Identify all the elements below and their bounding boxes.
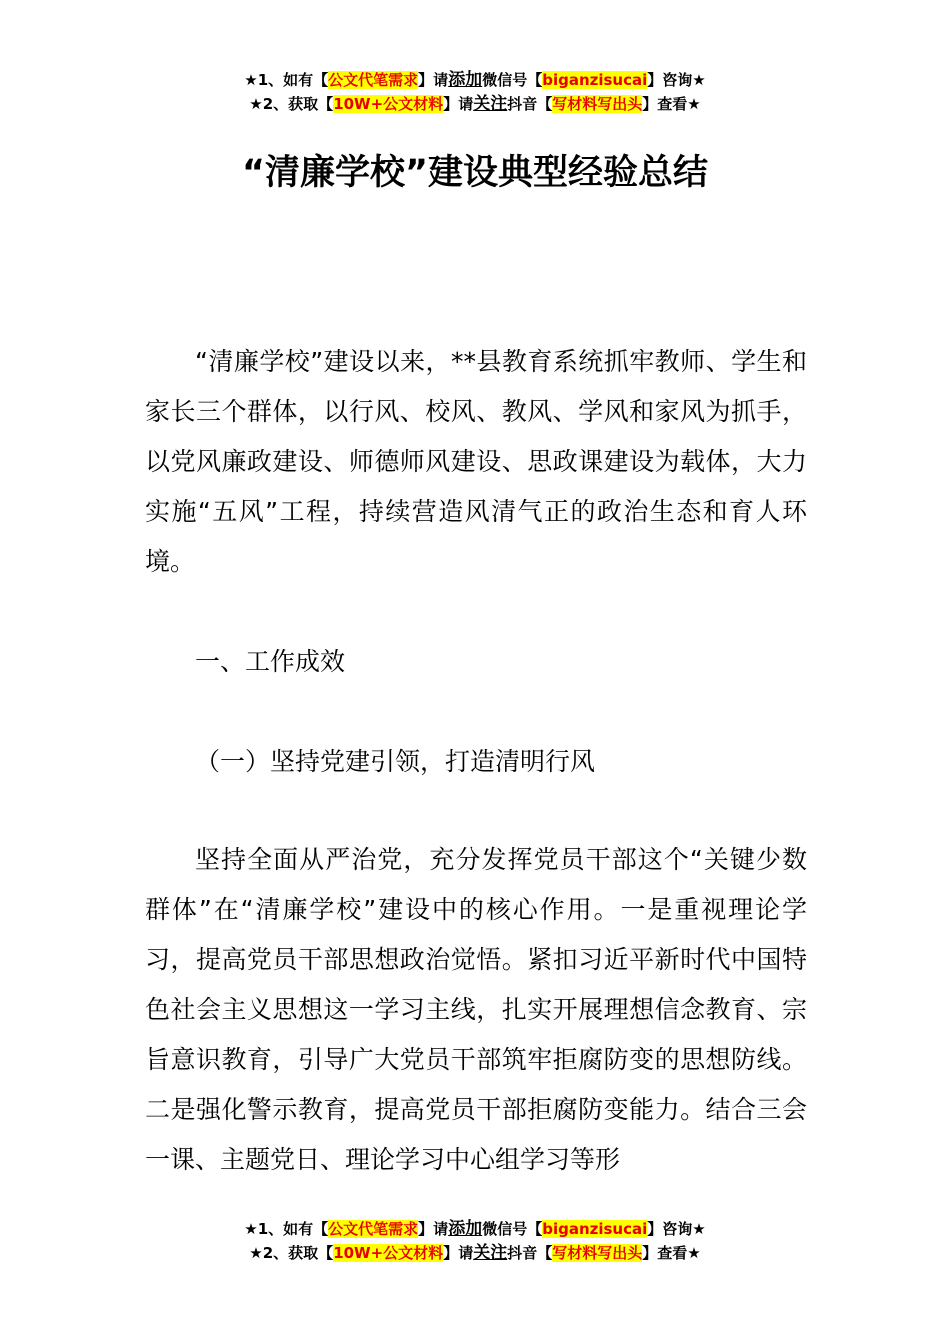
banner-text: 】请 xyxy=(418,71,449,89)
banner-highlight-douyin: 写材料写出头 xyxy=(552,1244,643,1262)
banner-highlight-service: 公文代笔需求 xyxy=(328,71,419,89)
banner-text: 】查看★ xyxy=(642,1244,701,1262)
banner-line-1 xyxy=(0,68,950,92)
banner-text: ★2、获取【 xyxy=(249,1244,334,1262)
subsection-heading: （一）坚持党建引领，打造清明行风 xyxy=(195,747,596,776)
banner-text: 微信号【 xyxy=(482,71,543,89)
body-paragraph: 坚持全面从严治党，充分发挥党员干部这个“关键少数群体”在“清廉学校”建设中的核心作用。一是重视理论学习，提高党员干部思想政治觉悟。紧扣习近平新时代中国特色社会主义思想这一学习主线，扎实开展理想信念教育、宗旨意识教育，引导广大党员干部筑牢拒腐防变的思想防线。二是强化警示教育，提高党员干部拒腐防变能力。结合三会一课、主题党日、理论学习中心组学习等形 xyxy=(145,845,807,1174)
banner-highlight-service: 公文代笔需求 xyxy=(328,1220,419,1238)
banner-text: 】请 xyxy=(418,1220,449,1238)
intro-paragraph: “清廉学校”建设以来，**县教育系统抓牢教师、学生和家长三个群体，以行风、校风、教风、学风和家风为抓手，以党风廉政建设、师德师风建设、思政课建设为载体，大力实施“五风”工程，持续营造风清气正的政治生态和育人环境。 xyxy=(145,347,807,576)
banner-emphasis: 添加 xyxy=(448,1219,483,1239)
banner-highlight-wechat: biganzisucai xyxy=(542,1220,648,1238)
banner-highlight-materials: 10W+公文材料 xyxy=(333,95,444,113)
banner-highlight-materials: 10W+公文材料 xyxy=(333,1244,444,1262)
banner-emphasis: 关注 xyxy=(473,1243,508,1263)
banner-text: 】请 xyxy=(443,1244,474,1262)
banner-emphasis: 关注 xyxy=(473,94,508,114)
banner-text: ★1、如有【 xyxy=(244,71,329,89)
banner-text: 微信号【 xyxy=(482,1220,543,1238)
header-banner xyxy=(0,68,950,116)
document-title: “清廉学校”建设典型经验总结 xyxy=(241,153,708,193)
banner-text: 】咨询★ xyxy=(647,1220,706,1238)
banner-line-2 xyxy=(0,1241,950,1265)
banner-line-2 xyxy=(0,92,950,116)
banner-text: 抖音【 xyxy=(507,95,553,113)
banner-text: 】咨询★ xyxy=(647,71,706,89)
banner-highlight-wechat: biganzisucai xyxy=(542,71,648,89)
banner-line-1 xyxy=(0,1217,950,1241)
section-heading: 一、工作成效 xyxy=(195,647,346,676)
banner-emphasis: 添加 xyxy=(448,70,483,90)
banner-text: ★2、获取【 xyxy=(249,95,334,113)
banner-text: 】查看★ xyxy=(642,95,701,113)
banner-text: ★1、如有【 xyxy=(244,1220,329,1238)
banner-text: 抖音【 xyxy=(507,1244,553,1262)
footer-banner xyxy=(0,1217,950,1265)
banner-highlight-douyin: 写材料写出头 xyxy=(552,95,643,113)
banner-text: 】请 xyxy=(443,95,474,113)
